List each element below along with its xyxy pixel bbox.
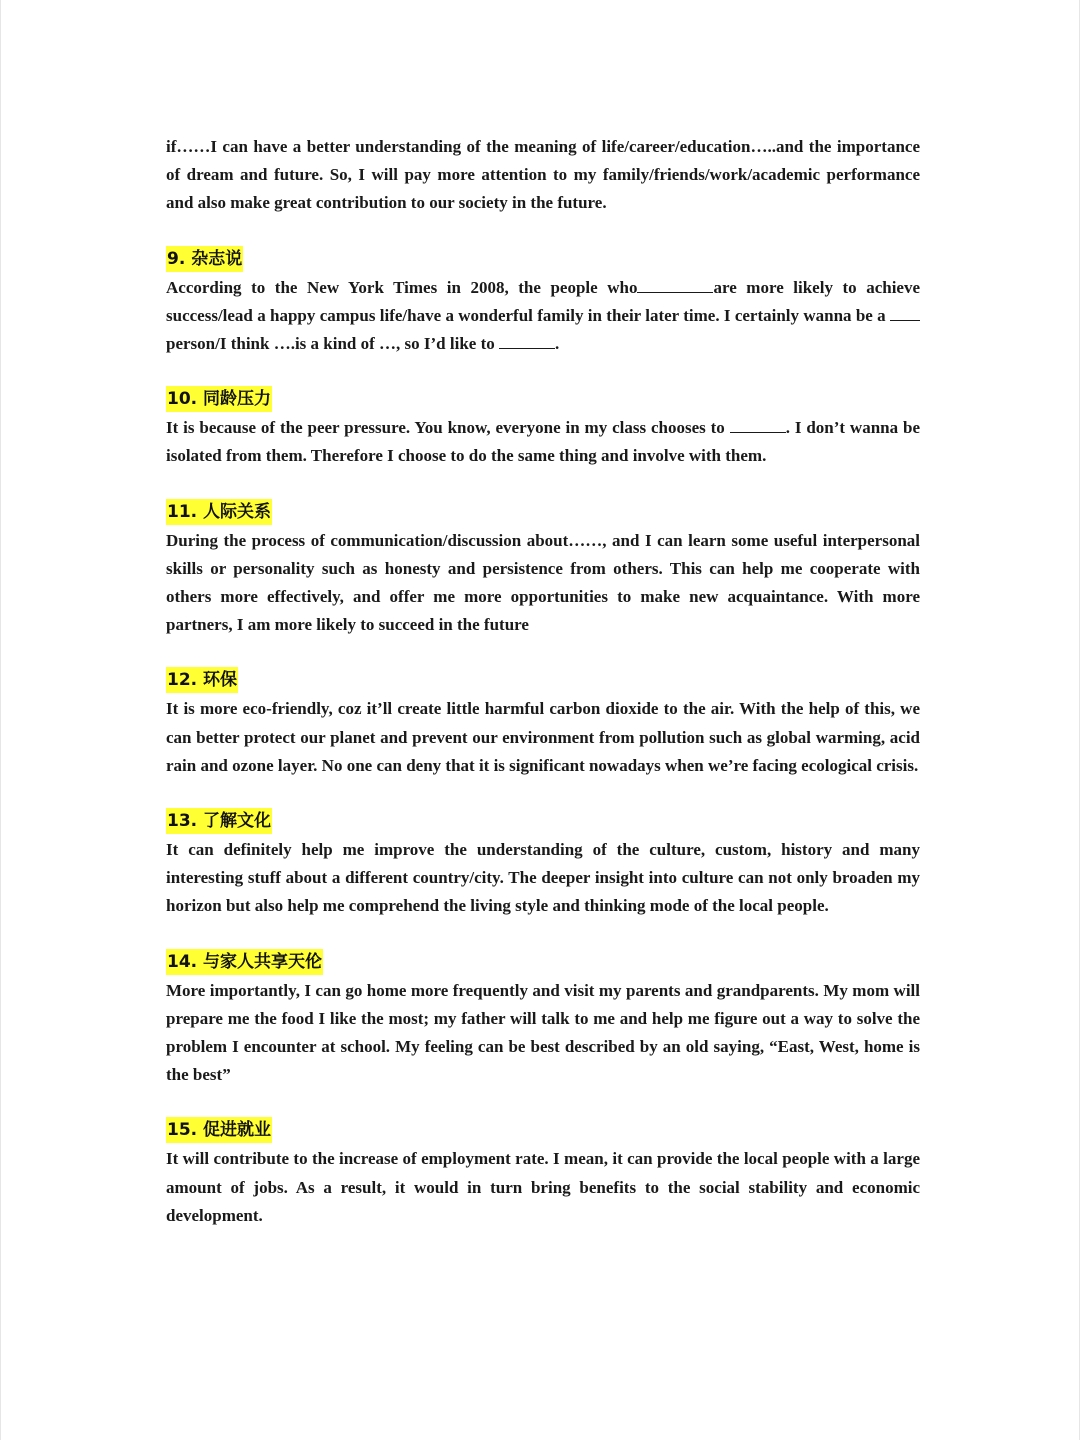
section-paragraph: During the process of communication/discussion about……, and I can learn some useful interpersonal skills or personality such as honesty and persistence from others. This can help me cooperate with others more effectively, and offer me more opportunities to make new acquaintance. With more partners, I am more likely to succeed in the future [166, 530, 920, 635]
section-12 [166, 667, 920, 780]
fill-blank [730, 416, 786, 433]
section-heading: 12. 环保 [166, 667, 238, 693]
fill-blank [890, 304, 920, 321]
document-content [166, 133, 920, 1230]
section-heading: 15. 促进就业 [166, 1117, 272, 1143]
section-9 [166, 246, 920, 359]
section-11 [166, 499, 920, 640]
text-run: According to the New York Times in 2008, the people who [166, 277, 638, 297]
fill-blank [499, 332, 555, 349]
section-heading: 13. 了解文化 [166, 808, 272, 834]
fill-blank [637, 276, 713, 293]
section-paragraph [166, 274, 920, 359]
section-paragraph: It can definitely help me improve the understanding of the culture, custom, history and many interesting stuff about a different country/city. The deeper insight into culture can not only broaden my horizon but also help me comprehend the living style and thinking mode of the local people. [166, 840, 920, 916]
section-heading: 10. 同龄压力 [166, 386, 272, 412]
section-heading: 11. 人际关系 [166, 499, 272, 525]
text-run: It is because of the peer pressure. You know, everyone in my class chooses to [166, 418, 730, 438]
section-heading: 14. 与家人共享天伦 [166, 949, 323, 975]
text-run: . I don’t wanna be isolated from them. Therefore I choose to do the same thing and involve with them. [166, 418, 920, 466]
section-paragraph: It is more eco-friendly, coz it’ll create little harmful carbon dioxide to the air. With the help of this, we can better protect our planet and prevent our environment from pollution such as global warming, acid rain and ozone layer. No one can deny that it is significant nowadays when we’re facing ecological crisis. [166, 699, 920, 775]
section-15 [166, 1117, 920, 1230]
section-heading: 9. 杂志说 [166, 246, 243, 272]
section-10 [166, 386, 920, 470]
text-run: . [555, 334, 560, 354]
section-13 [166, 808, 920, 921]
text-run: person/I think ….is a kind of …, so I’d like to [166, 334, 499, 354]
section-14 [166, 949, 920, 1090]
intro-paragraph: if……I can have a better understanding of the meaning of life/career/education…..and the importance of dream and future. So, I will pay more attention to my family/friends/work/academic performance and also make great contribution to our society in the future. [166, 137, 920, 213]
text-run: are more likely to achieve success/lead a happy campus life/have a wonderful family in their later time. I certainly wanna be a [166, 277, 921, 325]
section-paragraph: It will contribute to the increase of employment rate. I mean, it can provide the local people with a large amount of jobs. As a result, it would in turn bring benefits to the social stability and economic development. [166, 1149, 920, 1225]
section-paragraph [166, 414, 920, 470]
section-paragraph: More importantly, I can go home more frequently and visit my parents and grandparents. My mom will prepare me the food I like the most; my father will talk to me and help me figure out a way to solve the problem I encounter at school. My feeling can be best described by an old saying, “East, West, home is the best” [166, 980, 920, 1085]
